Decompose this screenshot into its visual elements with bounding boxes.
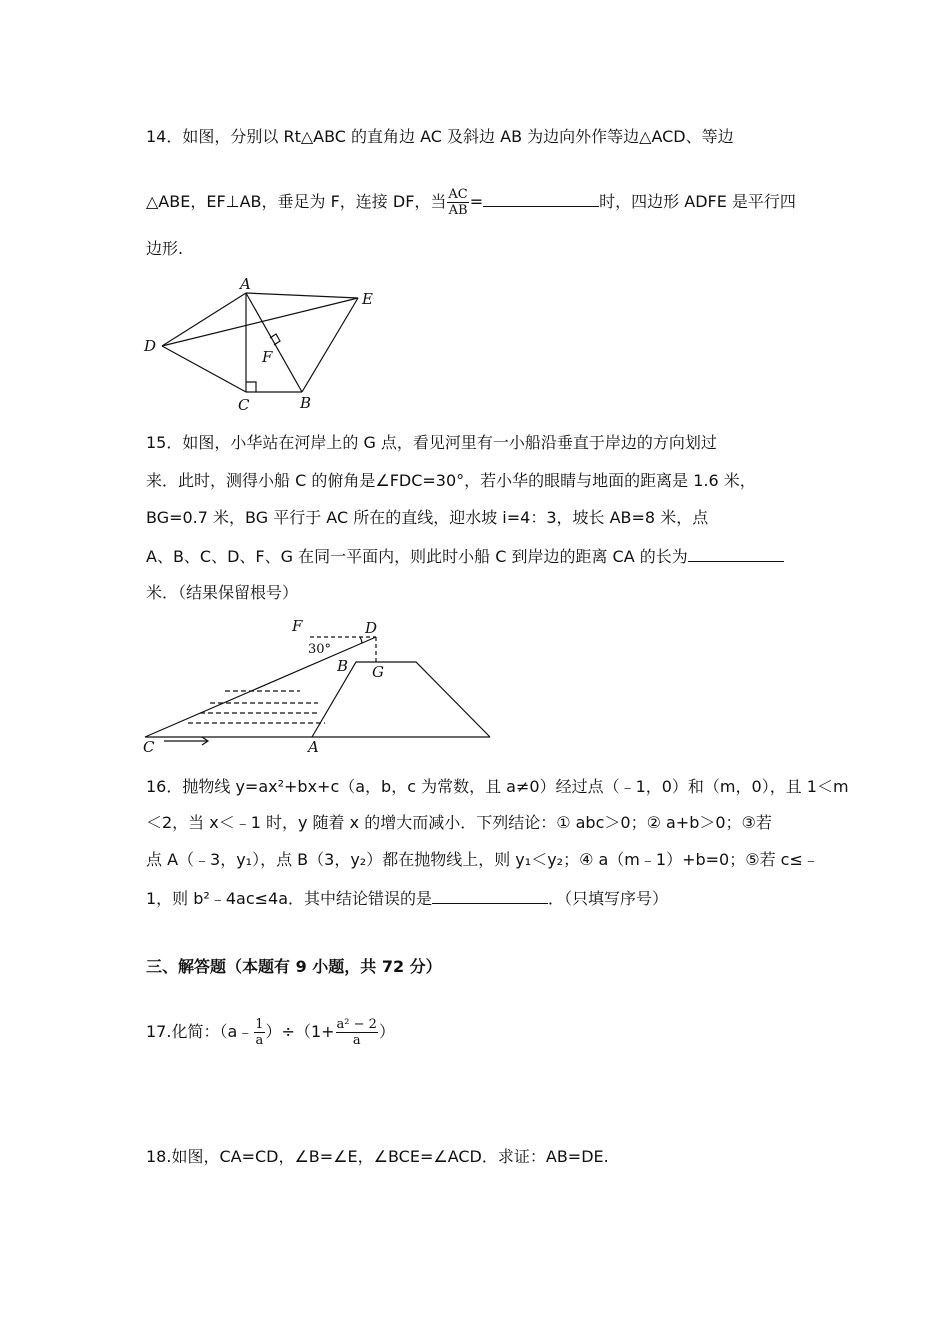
q14-answer-blank[interactable] — [483, 190, 599, 207]
q15-line1: 15．如图，小华站在河岸上的 G 点，看见河里有一小船沿垂直于岸边的方向划过 — [146, 433, 717, 452]
segment-DC — [162, 346, 246, 392]
q14-line3: 边形. — [146, 239, 184, 258]
q15-answer-blank[interactable] — [688, 545, 784, 562]
q17-frac1 — [254, 1017, 264, 1048]
label-E: E — [362, 290, 373, 308]
label-F: F — [262, 348, 273, 366]
q17-frac1-num: 1 — [255, 1017, 264, 1032]
q16-answer-blank[interactable] — [432, 887, 548, 904]
q15-figure — [140, 615, 500, 757]
q16-line4-post: ．（只填写序号） — [548, 889, 669, 908]
q15-line3: BG=0.7 米，BG 平行于 AC 所在的直线，迎水坡 i=4：3，坡长 AB=8 米，点 — [146, 508, 709, 527]
q16-line4 — [146, 887, 668, 909]
q14-figure — [140, 276, 380, 414]
label-D: D — [144, 337, 157, 355]
q16-line2: ＜2，当 x＜﹣1 时，y 随着 x 的增大而减小．下列结论：① abc＞0；② a+b＞0；③若 — [146, 813, 772, 832]
q14-line2 — [146, 187, 796, 218]
q16-line1: 16．抛物线 y=ax²+bx+c（a，b，c 为常数，且 a≠0）经过点（﹣1，0）和（m，0），且 1＜m — [146, 777, 849, 796]
angle-arc — [360, 637, 362, 643]
q14-fraction — [447, 187, 468, 218]
q14-frac-den: AB — [448, 203, 468, 218]
q14-line1: 14．如图，分别以 Rt△ABC 的直角边 AC 及斜边 AB 为边向外作等边△ACD、等边 — [146, 127, 734, 146]
segment-AE — [246, 293, 358, 298]
label-A: A — [240, 276, 251, 293]
segment-EB — [302, 298, 358, 392]
q15-line2: 来．此时，测得小船 C 的俯角是∠FDC=30°，若小华的眼睛与地面的距离是 1.6 米， — [146, 471, 756, 490]
q16-line3: 点 A（﹣3，y₁），点 B（3，y₂）都在抛物线上，则 y₁＜y₂；④ a（m﹣1）+b=0；⑤若 c≤﹣ — [146, 850, 819, 869]
q17-frac2-den: a — [352, 1033, 361, 1048]
q17-frac2-num: a² − 2 — [336, 1017, 377, 1032]
label-G: G — [372, 663, 384, 681]
label-D: D — [365, 619, 378, 637]
q15-line4-text: A、B、C、D、F、G 在同一平面内，则此时小船 C 到岸边的距离 CA 的长为 — [146, 547, 688, 566]
label-A: A — [308, 738, 319, 756]
label-angle-30: 30° — [308, 642, 332, 657]
q14-line2-pre: △ABE，EF⊥AB，垂足为 F，连接 DF，当 — [146, 192, 447, 211]
q17-pre: 17.化简：（a﹣ — [146, 1022, 254, 1041]
section-3-heading: 三、解答题（本题有 9 小题，共 72 分） — [146, 957, 442, 976]
q16-line4-pre: 1，则 b²﹣4ac≤4a．其中结论错误的是 — [146, 889, 433, 908]
q17-frac1-den: a — [255, 1033, 264, 1048]
q14-frac-num: AC — [448, 187, 468, 202]
segment-AB — [246, 293, 302, 392]
label-C: C — [143, 738, 155, 756]
right-angle-C — [246, 382, 256, 392]
segment-DA — [162, 293, 246, 346]
label-F: F — [292, 617, 303, 635]
segment-DE-through-F — [162, 298, 358, 346]
q17-mid: ）÷（1+ — [265, 1022, 335, 1041]
q15-line5: 米．（结果保留根号） — [146, 583, 299, 602]
label-C: C — [238, 396, 250, 414]
label-B: B — [337, 657, 349, 675]
q15-line4 — [146, 545, 784, 567]
q17-expression — [146, 1017, 395, 1048]
q17-post: ） — [378, 1022, 395, 1041]
q18-text: 18.如图，CA=CD，∠B=∠E，∠BCE=∠ACD．求证：AB=DE. — [146, 1147, 609, 1166]
q14-line2-post: 时，四边形 ADFE 是平行四 — [599, 192, 796, 211]
q14-equals: = — [469, 192, 484, 211]
q17-frac2 — [336, 1017, 378, 1048]
label-B: B — [300, 394, 312, 412]
